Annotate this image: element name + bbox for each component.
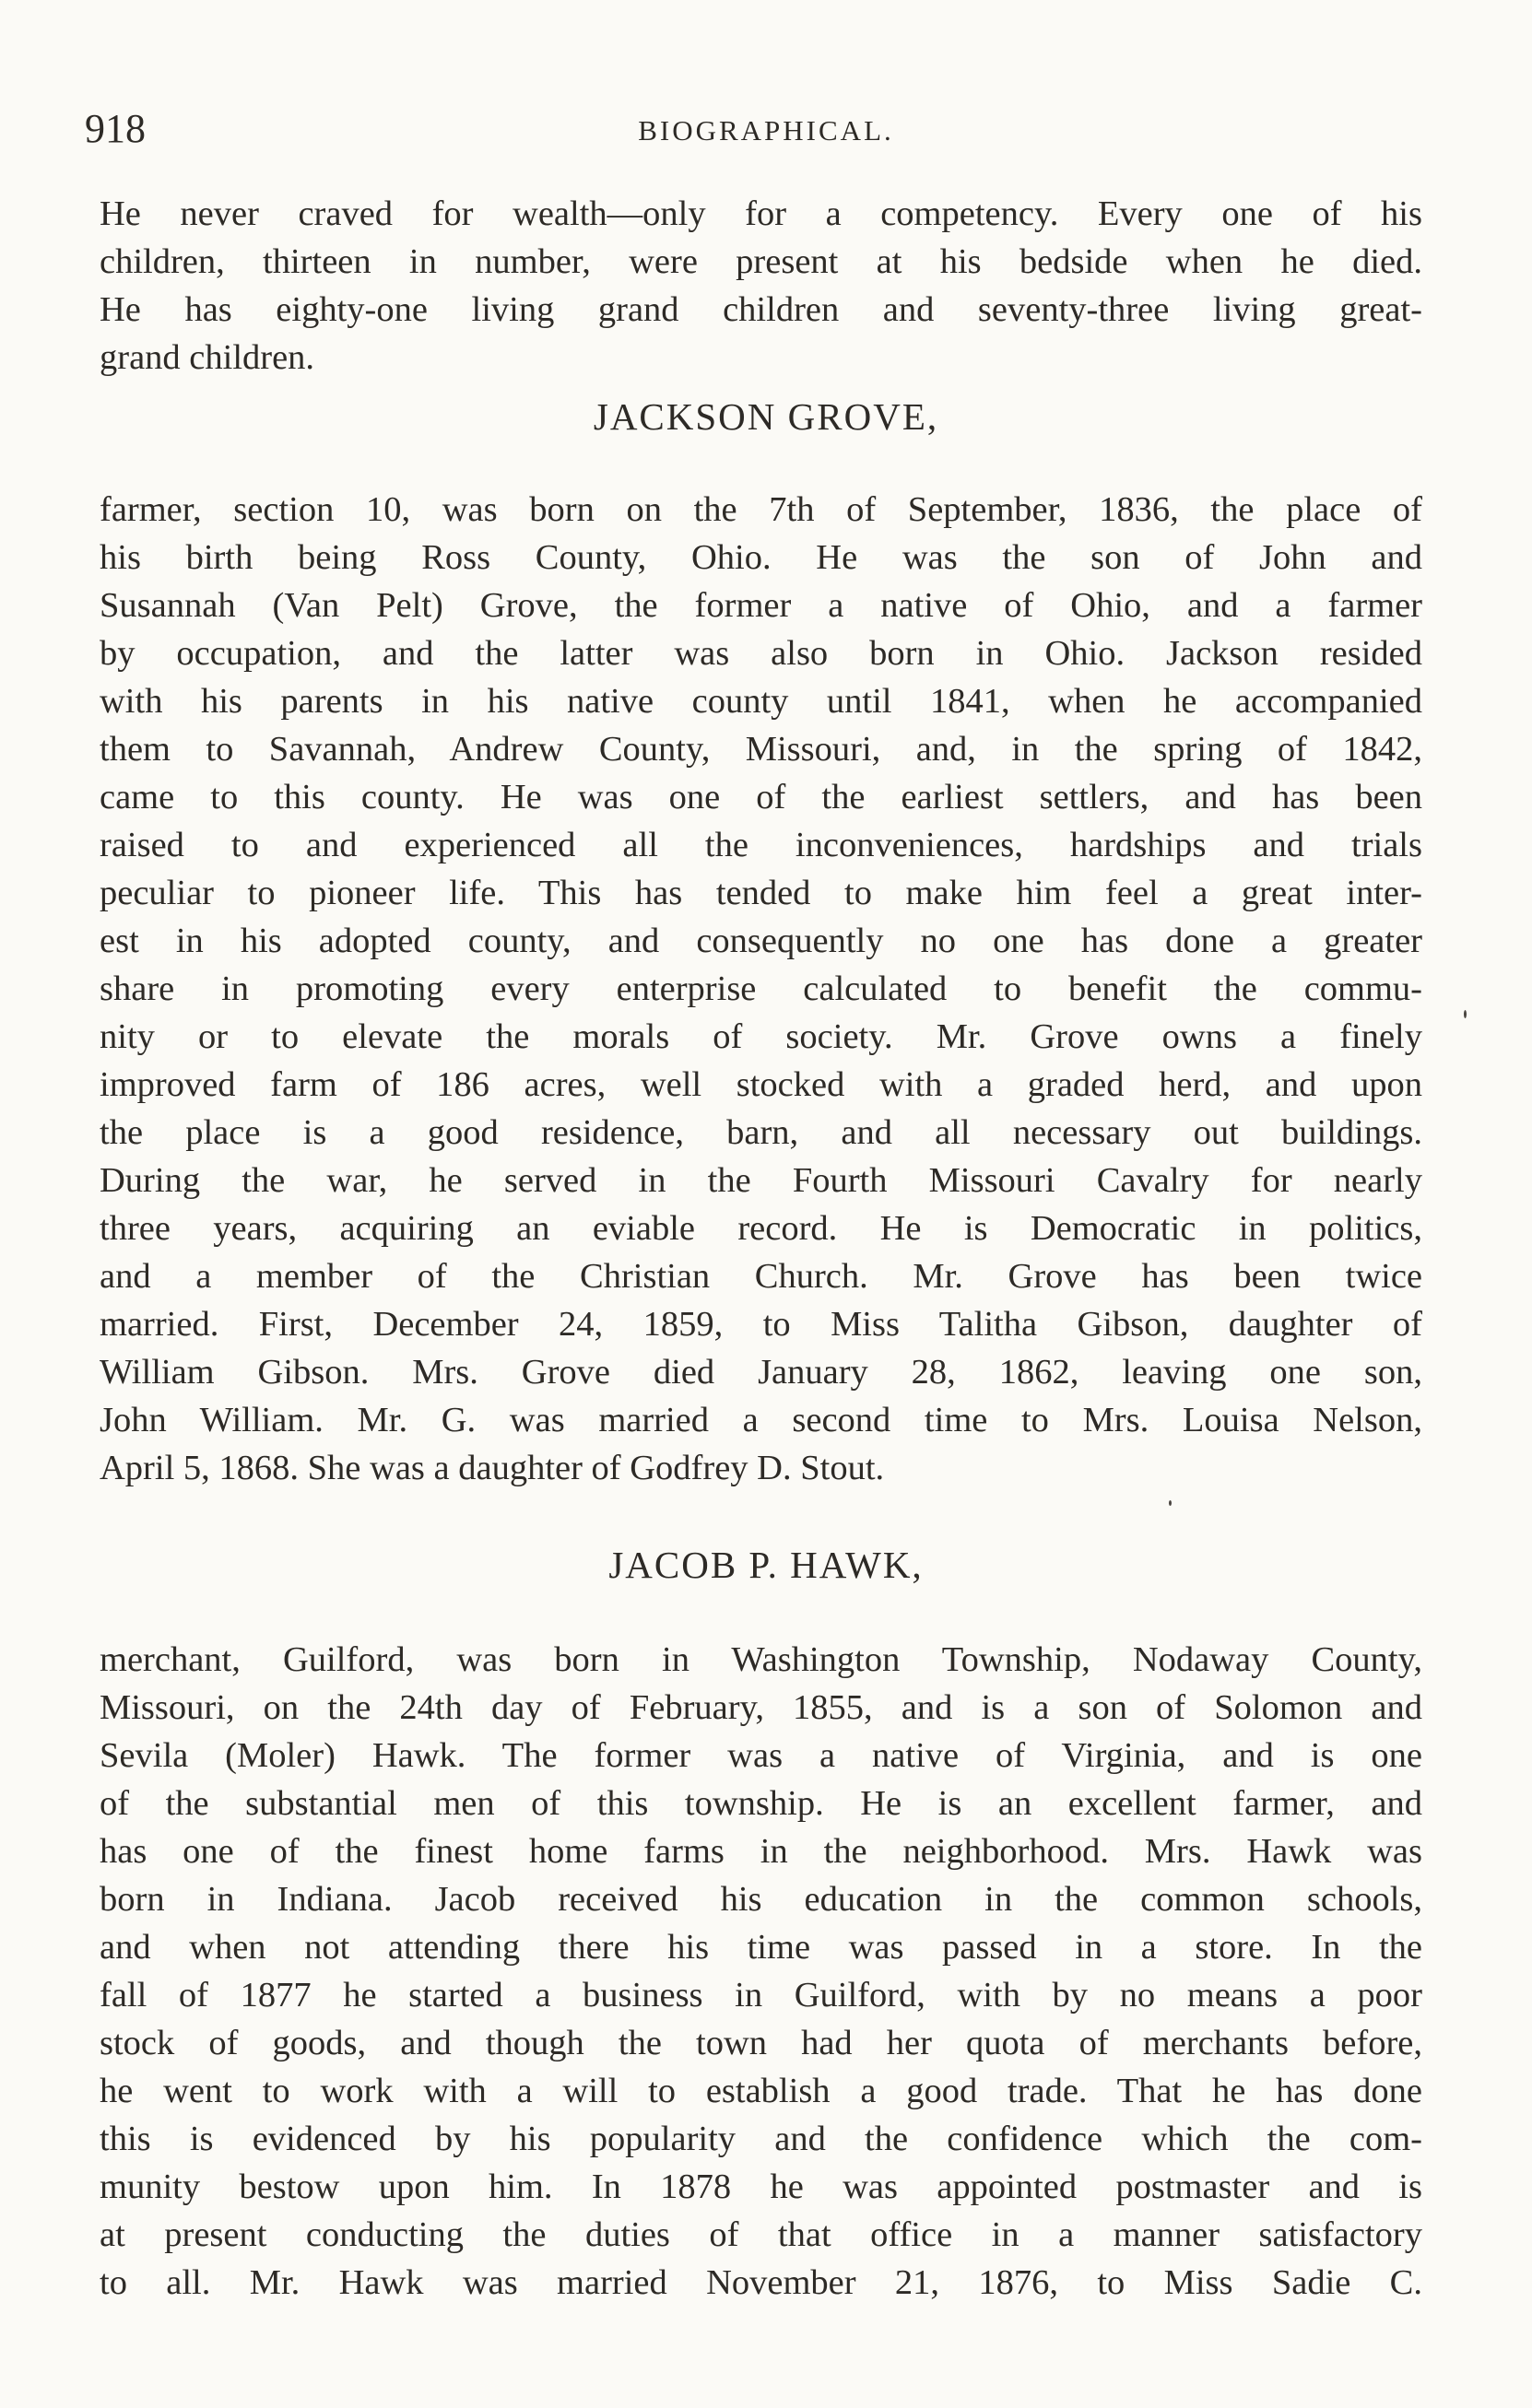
text-line: to all. Mr. Hawk was married November 21, 1876, to Miss Sadie C. <box>100 2263 1422 2302</box>
text-line: William Gibson. Mrs. Grove died January 28, 1862, leaving one son, <box>100 1353 1422 1392</box>
text-line: During the war, he served in the Fourth Missouri Cavalry for nearly <box>100 1161 1422 1200</box>
text-line: this is evidenced by his popularity and the confidence which the com- <box>100 2120 1422 2158</box>
text-line: He has eighty-one living grand children and seventy-three living great- <box>100 290 1422 329</box>
page-number: 918 <box>85 106 146 151</box>
text-line: his birth being Ross County, Ohio. He was the son of John and <box>100 538 1422 577</box>
text-line: of the substantial men of this township. He is an excellent farmer, and <box>100 1784 1422 1823</box>
text-line: Susannah (Van Pelt) Grove, the former a native of Ohio, and a farmer <box>100 586 1422 625</box>
text-line: Missouri, on the 24th day of February, 1855, and is a son of Solomon and <box>100 1688 1422 1727</box>
text-line: and a member of the Christian Church. Mr. Grove has been twice <box>100 1257 1422 1296</box>
text-line: stock of goods, and though the town had her quota of merchants before, <box>100 2024 1422 2062</box>
text-line: est in his adopted county, and consequently no one has done a greater <box>100 922 1422 960</box>
text-line: fall of 1877 he started a business in Guilford, with by no means a poor <box>100 1976 1422 2014</box>
text-line: grand children. <box>100 338 315 377</box>
ink-speck <box>1464 1010 1467 1018</box>
running-head: BIOGRAPHICAL. <box>638 114 894 147</box>
text-line: share in promoting every enterprise calculated to benefit the commu- <box>100 969 1422 1008</box>
text-line: married. First, December 24, 1859, to Miss Talitha Gibson, daughter of <box>100 1305 1422 1344</box>
text-line: April 5, 1868. She was a daughter of Godfrey D. Stout. <box>100 1449 885 1487</box>
text-line: peculiar to pioneer life. This has tended to make him feel a great inter- <box>100 874 1422 912</box>
text-line: farmer, section 10, was born on the 7th of September, 1836, the place of <box>100 490 1422 529</box>
text-line: raised to and experienced all the inconveniences, hardships and trials <box>100 826 1422 864</box>
text-line: came to this county. He was one of the earliest settlers, and has been <box>100 778 1422 816</box>
section-heading-grove: JACKSON GROVE, <box>593 395 939 438</box>
text-line: and when not attending there his time was passed in a store. In the <box>100 1928 1422 1967</box>
ink-speck <box>1169 1500 1172 1506</box>
text-line: Sevila (Moler) Hawk. The former was a native of Virginia, and is one <box>100 1736 1422 1775</box>
text-line: the place is a good residence, barn, and all necessary out buildings. <box>100 1113 1422 1152</box>
text-line: he went to work with a will to establish a good trade. That he has done <box>100 2072 1422 2110</box>
text-line: with his parents in his native county until 1841, when he accompanied <box>100 682 1422 721</box>
text-line: He never craved for wealth—only for a competency. Every one of his <box>100 194 1422 233</box>
text-line: munity bestow upon him. In 1878 he was appointed postmaster and is <box>100 2167 1422 2206</box>
text-line: three years, acquiring an eviable record. He is Democratic in politics, <box>100 1209 1422 1248</box>
text-line: at present conducting the duties of that office in a manner satisfactory <box>100 2215 1422 2254</box>
text-line: has one of the finest home farms in the neighborhood. Mrs. Hawk was <box>100 1832 1422 1871</box>
text-line: John William. Mr. G. was married a second time to Mrs. Louisa Nelson, <box>100 1401 1422 1439</box>
text-line: by occupation, and the latter was also born in Ohio. Jackson resided <box>100 634 1422 673</box>
text-line: merchant, Guilford, was born in Washington Township, Nodaway County, <box>100 1640 1422 1679</box>
text-line: children, thirteen in number, were present at his bedside when he died. <box>100 242 1422 281</box>
text-line: improved farm of 186 acres, well stocked with a graded herd, and upon <box>100 1065 1422 1104</box>
text-line: born in Indiana. Jacob received his education in the common schools, <box>100 1880 1422 1919</box>
section-heading-hawk: JACOB P. HAWK, <box>608 1544 924 1586</box>
text-line: nity or to elevate the morals of society. Mr. Grove owns a finely <box>100 1017 1422 1056</box>
text-line: them to Savannah, Andrew County, Missouri, and, in the spring of 1842, <box>100 730 1422 769</box>
